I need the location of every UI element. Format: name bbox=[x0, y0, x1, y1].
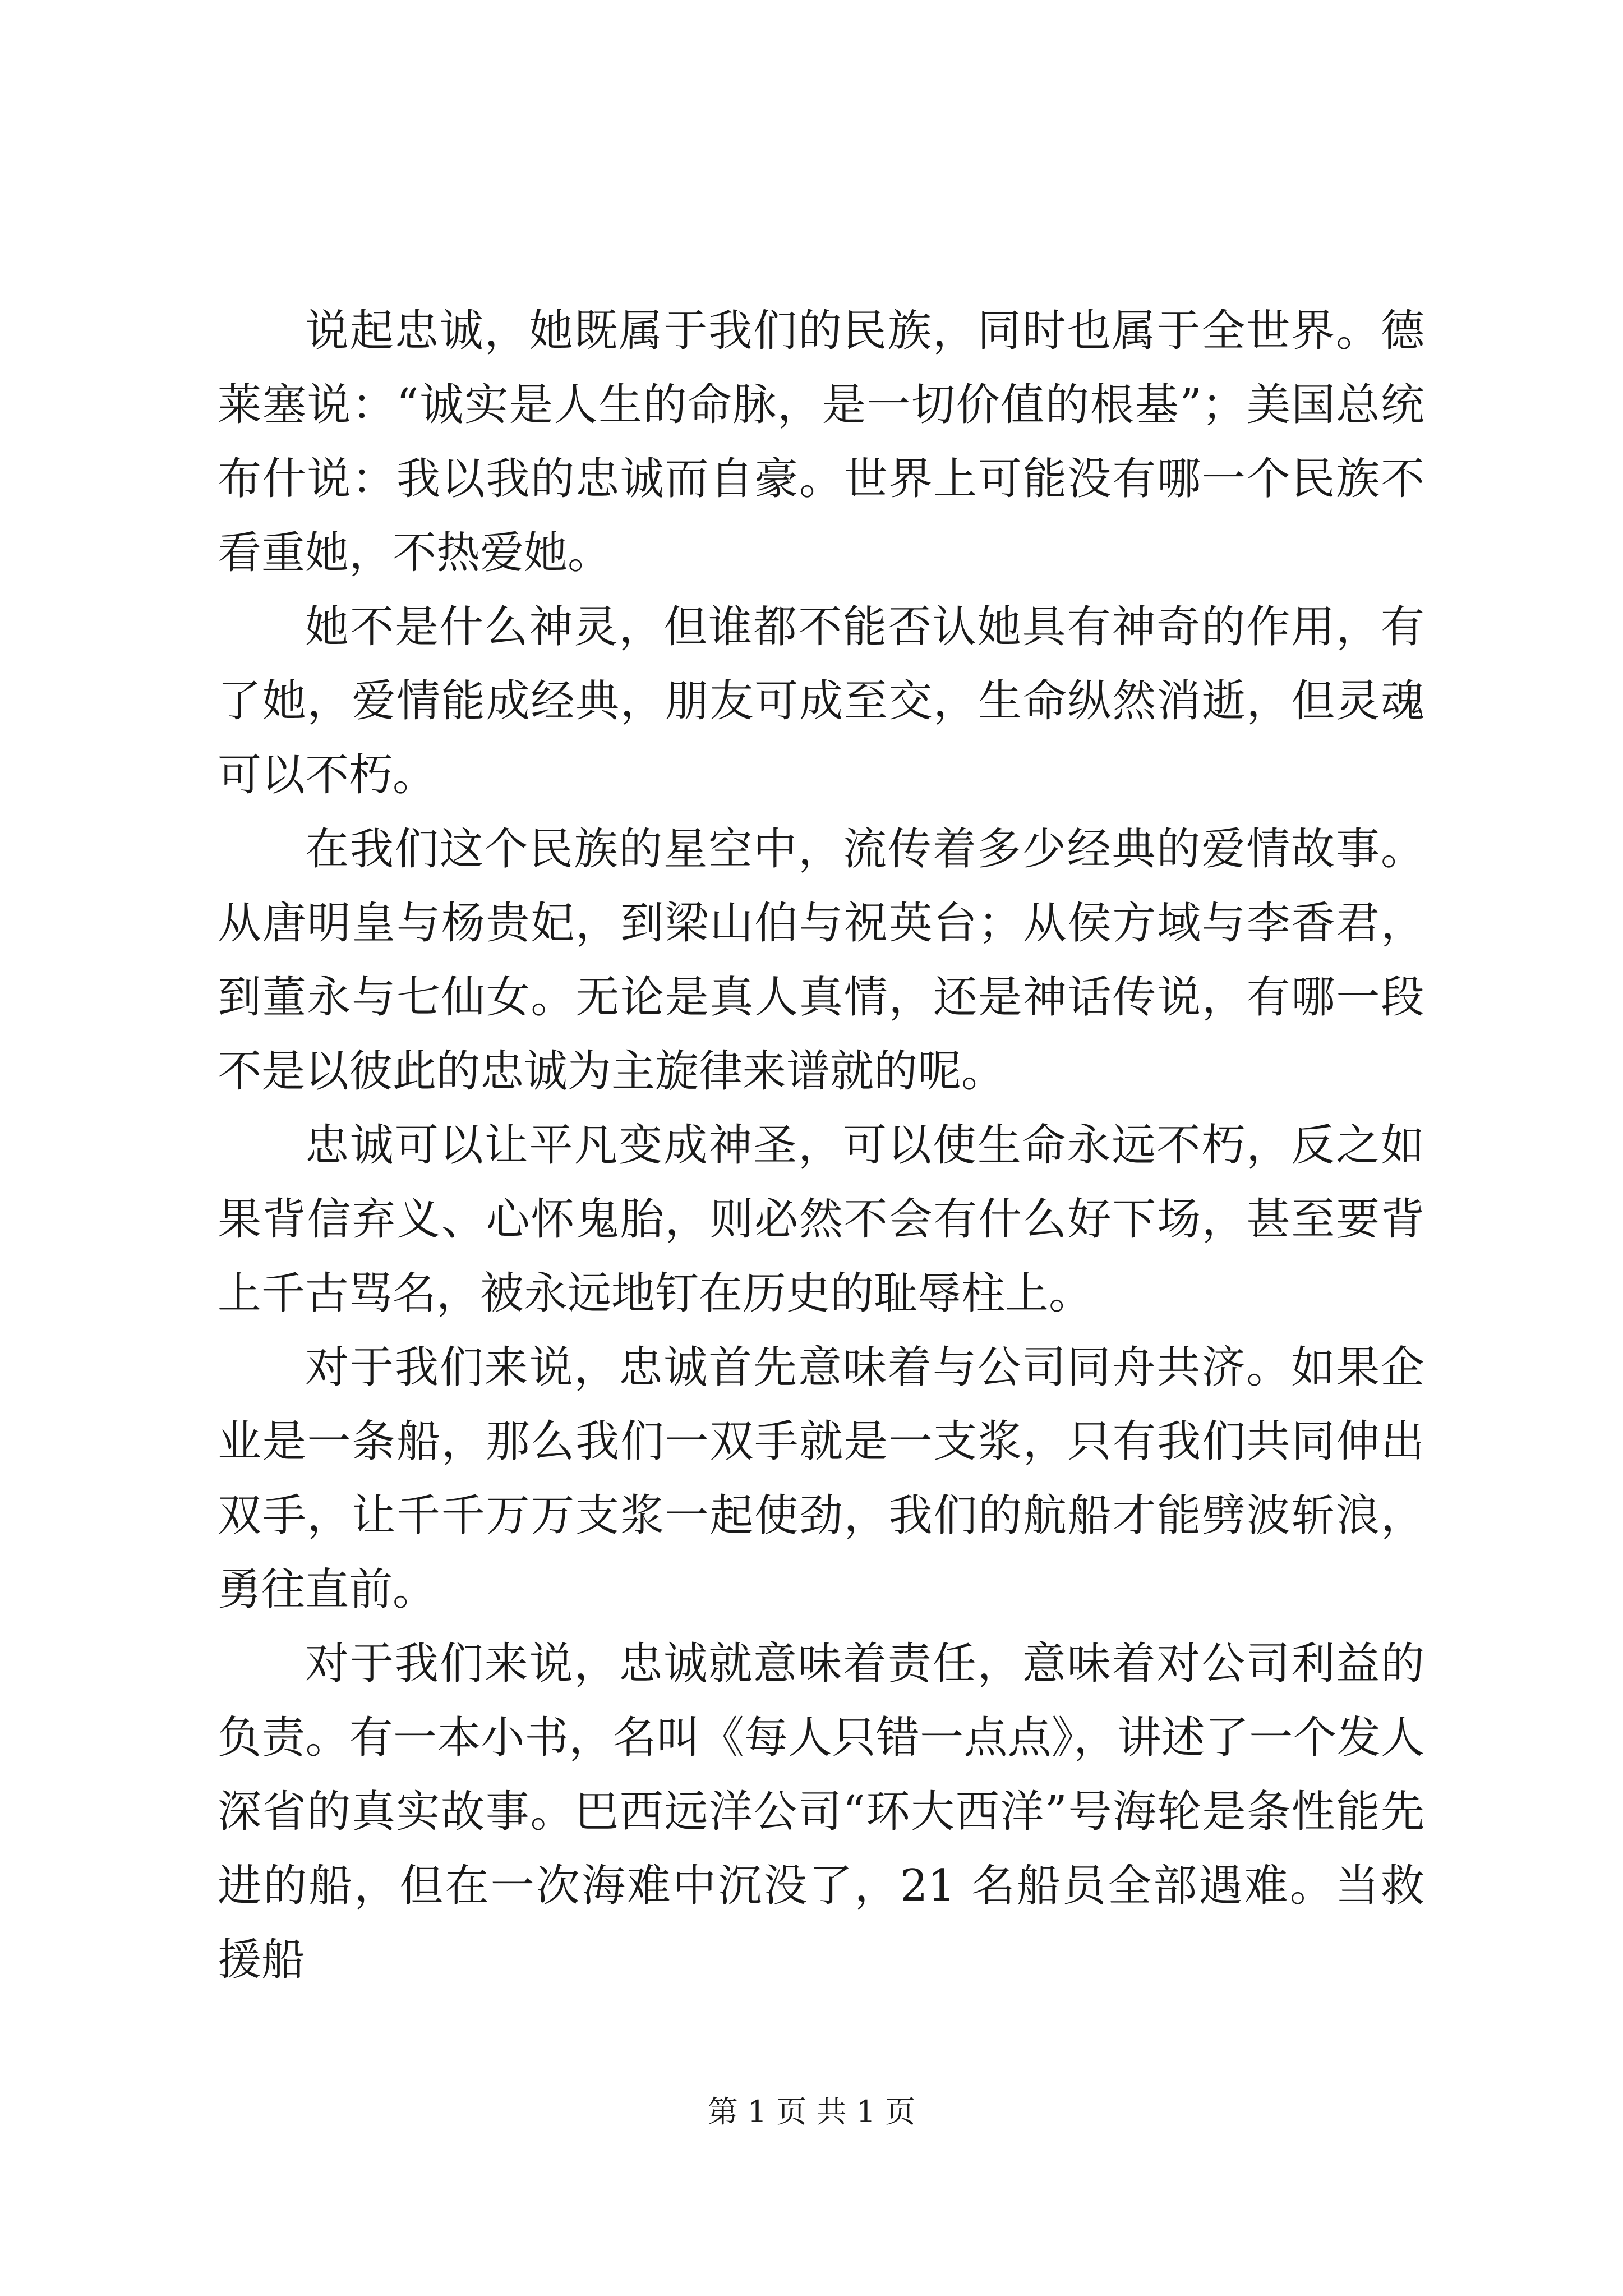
paragraph-1: 说起忠诚，她既属于我们的民族，同时也属于全世界。德莱塞说：“诚实是人生的命脉，是一切价值的根基”；美国总统布什说：我以我的忠诚而自豪。世界上可能没有哪一个民族不看重她，不热爱她。 bbox=[218, 306, 1424, 578]
document-body bbox=[218, 294, 1424, 1997]
paragraph-3: 在我们这个民族的星空中，流传着多少经典的爱情故事。从唐明皇与杨贵妃，到梁山伯与祝英台；从侯方域与李香君，到董永与七仙女。无论是真人真情，还是神话传说，有哪一段不是以彼此的忠诚为主旋律来谱就的呢。 bbox=[218, 824, 1424, 1097]
page-footer: 第 1 页 共 1 页 bbox=[707, 2094, 916, 2129]
paragraph-5: 对于我们来说，忠诚首先意味着与公司同舟共济。如果企业是一条船，那么我们一双手就是一支浆，只有我们共同伸出双手，让千千万万支浆一起使劲，我们的航船才能劈波斩浪，勇往直前。 bbox=[218, 1342, 1424, 1615]
paragraph-4: 忠诚可以让平凡变成神圣，可以使生命永远不朽，反之如果背信弃义、心怀鬼胎，则必然不会有什么好下场，甚至要背上千古骂名，被永远地钉在历史的耻辱柱上。 bbox=[218, 1120, 1424, 1319]
paragraph-6: 对于我们来说，忠诚就意味着责任，意味着对公司利益的负责。有一本小书，名叫《每人只错一点点》，讲述了一个发人深省的真实故事。巴西远洋公司“环大西洋”号海轮是条性能先进的船，但在一次海难中沉没了，21 名船员全部遇难。当救援船 bbox=[218, 1639, 1424, 1985]
paragraph-2: 她不是什么神灵，但谁都不能否认她具有神奇的作用，有了她，爱情能成经典，朋友可成至交，生命纵然消逝，但灵魂可以不朽。 bbox=[218, 602, 1424, 800]
